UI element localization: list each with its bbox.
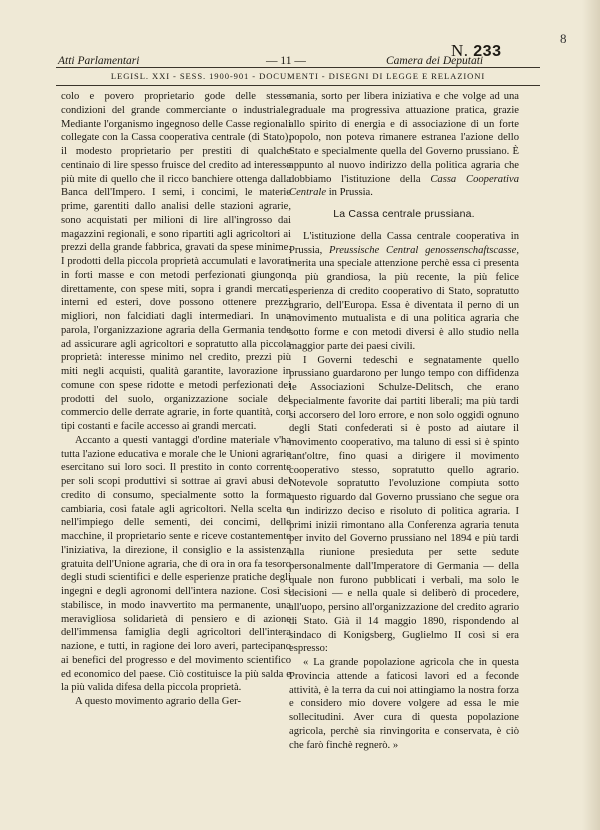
right-paragraph-3: I Governi tedeschi e segnatamente quello prussiano guardarono per lungo tempo con diffidenza le Associazioni Schulze-Delitsch, che erano specialmente favorite dai partiti liberali; ma più tardi si accorsero del loro errore, e non solo oggidì ognuno degli Stati confederati si è posto ad aiutare il movimento cooperativo, ma taluno di essi si è spinto tant'oltre, fino quasi a dirigere il movimento cooperativo stesso, sopratutto quello agrario. Notevole sopratutto l'evoluzione compiuta sotto questo riguardo dal Governo prussiano che segue ora un indirizzo deciso e risoluto di politica agraria. I primi inizii rimontano alla Conferenza agraria tenuta per invito del Governo prussiano nel 1894 e più tardi alla riunione presieduta per sette sedute personalmente dall'Imperatore di Germania — della quale non furono pubblicati i verbali, ma solo le decisioni — e nella quale si deliberò di procedere, all'uopo, persino all'organizzazione del credito agrario di Stato. Già il 14 maggio 1890, rispondendo al sindaco di Konigsberg, Guglielmo II così si era espresso:: [289, 354, 519, 655]
left-column: [61, 90, 291, 709]
left-paragraph-2: Accanto a questi vantaggi d'ordine materiale v'ha tutta l'azione educativa e morale che le Unioni agrarie esercitano sui loro soci. Il prestito in conto corrente per soli scopi produttivi si sottrae ai gravi abusi del credito di consumo, specialmente sotto la forma cambiaria, così fatale agli agricoltori. Nella scelta e nell'impiego delle sementi, dei concimi, delle macchine, il proprietario sente e riceve costantemente l'iniziativa, la direzione, il consiglio e la assistenza gratuita dell'Unione agraria, che di ora in ora fa tesoro degli studi scientifici e delle esperienze pratiche degli ingegni e degli agronomi dell'intera nazione. Così si stabilisce, in modo inavvertito ma permanente, una meravigliosa solidarietà di pensiero e di azione dell'immensa famiglia degli agricoltori dell'intera nazione, e tutti, in ragione dei loro averi, partecipano ai benefici del progresso e del movimento scientifico ed economico del paese. Ciò costituisce la più salda e la più valida difesa della piccola proprietà.: [61, 434, 291, 694]
document-number-value: 233: [473, 43, 502, 60]
running-header: [56, 43, 540, 67]
subheader: LEGISL. XXI - SESS. 1900-901 - DOCUMENTI - DISEGNI DI LEGGE E RELAZIONI: [110, 71, 486, 81]
header-left: Atti Parlamentari: [58, 55, 140, 67]
document-number: [451, 41, 501, 61]
right-paragraph-1: [289, 90, 519, 200]
right-paragraph-2-rest: merita una speciale attenzione perchè essa ci presenta la più grandiosa, la più recente, la più felice esperienza di credito cooperativo di Stato, sopratutto agrario, dell'Europa. Essa è diventata il perno di un movimento mutualista e di una politica agraria che sotto forme e con metodi diversi è allo studio nella maggior parte dei paesi civili.: [289, 258, 519, 352]
subheader-rule: [56, 85, 540, 86]
left-paragraph-3: A questo movimento agrario della Ger-: [75, 696, 242, 707]
right-paragraph-2-italic: Preussische Central genossenschaftscasse,: [329, 244, 519, 256]
right-paragraph-1-end: in Prussia.: [328, 187, 373, 199]
right-paragraph-1-text: mania, sorto per libera iniziativa e che volge ad una graduale ma progressiva attuazione pratica, grazie allo spirito di energia e di associazione di un forte popolo, non poteva rimanere estranea l'azione dello Stato e specialmente quella del Governo prussiano. È appunto al nuovo indirizzo della politica agraria che dobbiamo l'istituzione della: [289, 91, 519, 185]
header-right: Camera dei Deputati: [386, 55, 484, 67]
right-paragraph-1-italic: Cassa Cooperativa Centrale: [289, 173, 519, 199]
header-rule: [56, 67, 540, 68]
right-paragraph-2: [289, 230, 519, 354]
right-paragraph-2-start: L'istituzione della Cassa centrale cooperativa in Prussia,: [289, 230, 519, 256]
right-column: [289, 90, 519, 752]
imperial-quote: « La grande popolazione agricola che in questa Provincia attende a faticosi lavori ed a feconde attività, è la terra da cui noi attingiamo la nostra forza e considero mio dovere volgere ad essa le mie sollecitudini. Aver cura di questa popolazione agricola, perchè sia rinvingorita e conservata, è ciò che farò finchè regnerò. »: [289, 657, 519, 751]
header-page-number: — 11 —: [266, 55, 306, 67]
document-number-prefix: N.: [451, 41, 469, 60]
page-edge-shadow: [582, 0, 600, 830]
corner-page-number: 8: [560, 31, 567, 46]
left-paragraph-1: colo e povero proprietario gode delle stesse condizioni del grande commerciante o industriale. Mediante l'organismo ingegnoso delle Casse regionali collegate con la Cassa cooperativa centrale (di Stato), il modesto proprietario per prestiti di qualche centinaio di lire spesso fruisce del credito ad interesse più mite di quello che il ricco banchiere ottenga dalla Banca dell'Impero. I semi, i concimi, le materie prime, garentiti dallo analisi delle stazioni agrarie, sono acquistati per milioni di lire all'ingrosso dai magazzini regionali, e sono ripartiti agli agricoltori ai prezzi della grande fabbrica, gravati da spese minime. I prodotti della piccola proprietà accumulati e lavorati in forti masse e con metodi perfezionati giungono direttamente, con spese miti, sopra i grandi mercati, interni ed esteri, dove possono ottenere prezzi migliori, non falcidiati dagli intermediari. In una parola, l'organizzazione agraria della Germania tende ad assicurare agli agricoltori e sopratutto alla piccola proprietà: interesse minimo nel credito, prezzi più miti negli acquisti, qualità garantite, lavorazione in comune con spese ridotte e metodi perfezionati dei prodotti del suolo, organizzazione sociale del commercio delle derrate agrarie, in forte quantità, con tipi costanti e facile accesso ai grandi mercati.: [61, 91, 291, 432]
section-title: La Cassa centrale prussiana.: [333, 208, 475, 220]
